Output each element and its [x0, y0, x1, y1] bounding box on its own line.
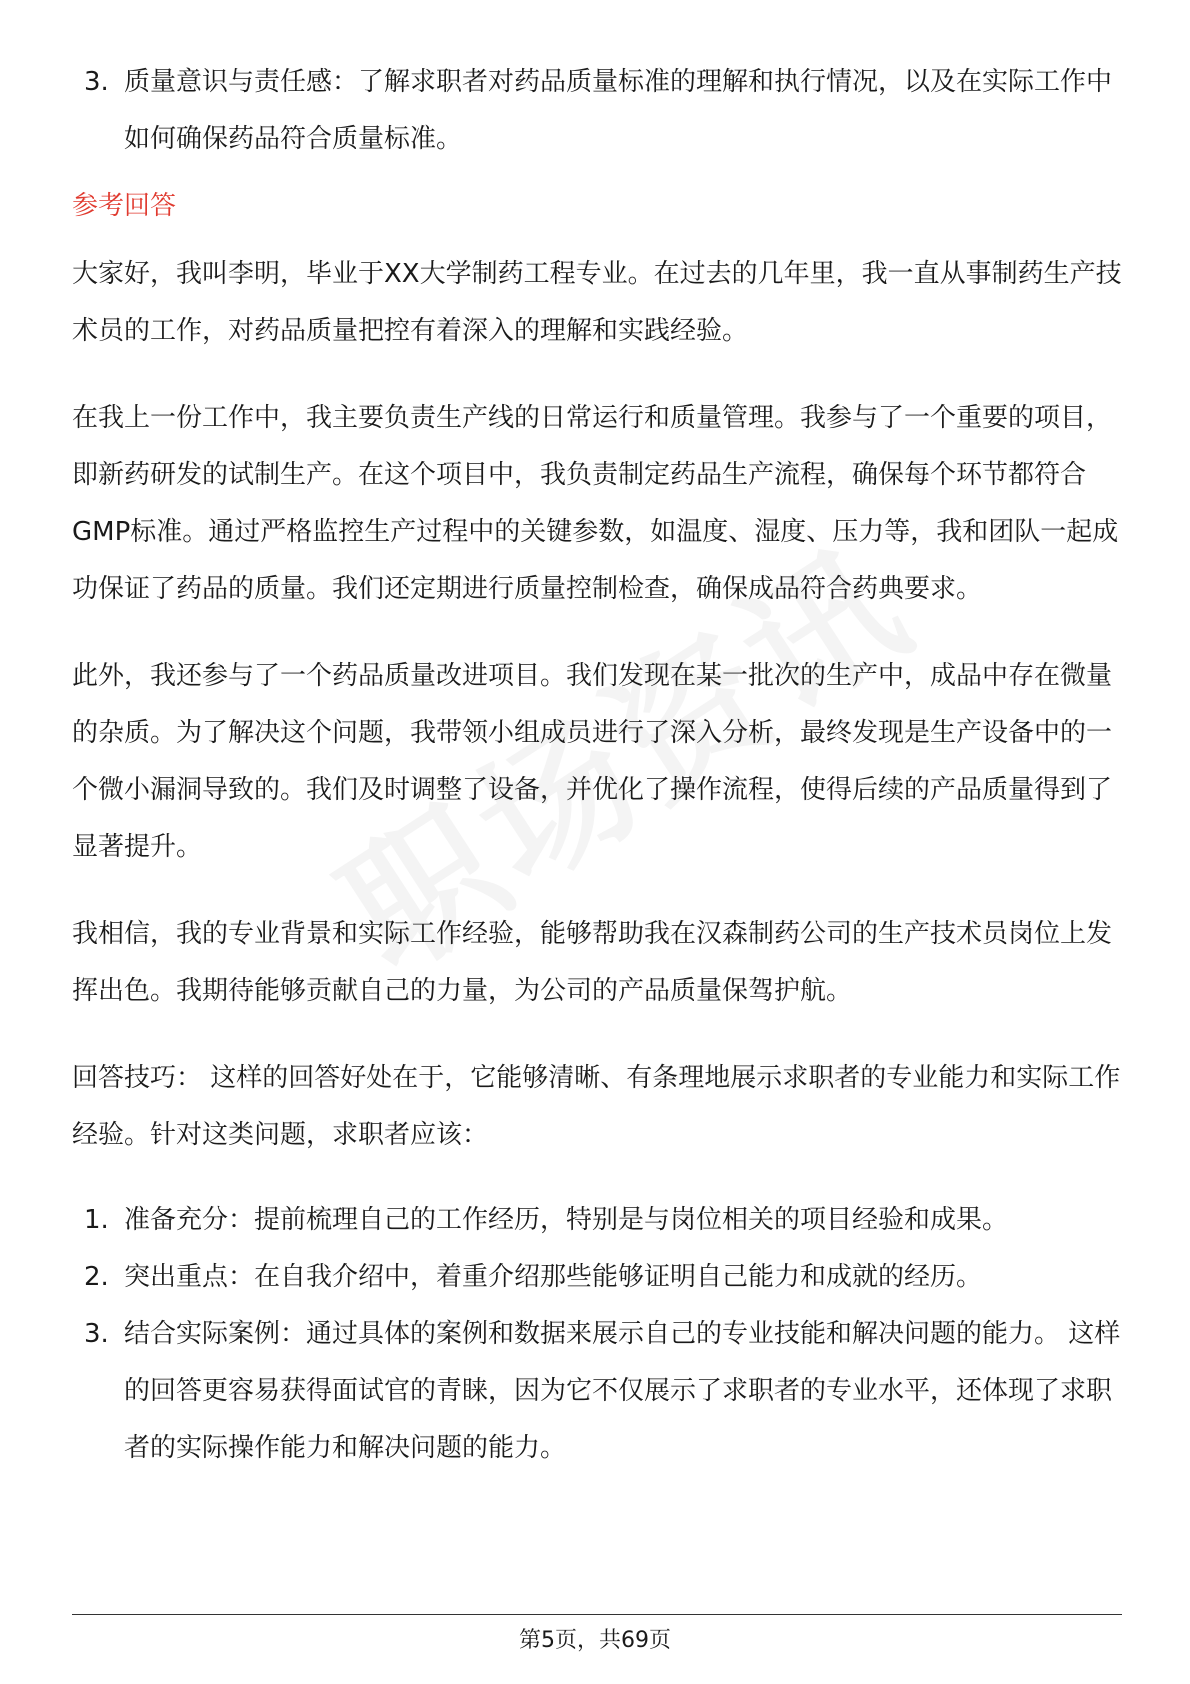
list-item-text: 质量意识与责任感：了解求职者对药品质量标准的理解和执行情况，以及在实际工作中如何确保药品符合质量标准。	[124, 67, 1113, 154]
list-item-text: 结合实际案例：通过具体的案例和数据来展示自己的专业技能和解决问题的能力。 这样的回答更容易获得面试官的青睐，因为它不仅展示了求职者的专业水平，还体现了求职者的实际操作能力和解决问题的能力。	[124, 1319, 1121, 1463]
list-item-text: 准备充分：提前梳理自己的工作经历，特别是与岗位相关的项目经验和成果。	[124, 1205, 1009, 1235]
list-item-number: 1.	[84, 1205, 109, 1235]
answer-paragraph: 在我上一份工作中，我主要负责生产线的日常运行和质量管理。我参与了一个重要的项目，即新药研发的试制生产。在这个项目中，我负责制定药品生产流程，确保每个环节都符合GMP标准。通过严格监控生产过程中的关键参数，如温度、湿度、压力等，我和团队一起成功保证了药品的质量。我们还定期进行质量控制检查，确保成品符合药典要求。	[72, 403, 1119, 604]
list-item-text: 突出重点：在自我介绍中，着重介绍那些能够证明自己能力和成就的经历。	[124, 1262, 983, 1292]
page-content	[72, 54, 1122, 1477]
list-item	[72, 54, 1122, 168]
list-item-number: 3.	[84, 67, 109, 97]
list-item	[72, 1249, 1122, 1306]
intro-list	[72, 54, 1122, 168]
list-item-number: 2.	[84, 1262, 109, 1292]
answer-paragraph: 大家好，我叫李明，毕业于XX大学制药工程专业。在过去的几年里，我一直从事制药生产技术员的工作，对药品质量把控有着深入的理解和实践经验。	[72, 259, 1122, 346]
tips-intro-paragraph: 回答技巧： 这样的回答好处在于，它能够清晰、有条理地展示求职者的专业能力和实际工作经验。针对这类问题，求职者应该：	[72, 1063, 1121, 1150]
answer-paragraph: 此外，我还参与了一个药品质量改进项目。我们发现在某一批次的生产中，成品中存在微量的杂质。为了解决这个问题，我带领小组成员进行了深入分析，最终发现是生产设备中的一个微小漏洞导致的。我们及时调整了设备，并优化了操作流程，使得后续的产品质量得到了显著提升。	[72, 661, 1113, 862]
footer-divider	[72, 1614, 1122, 1615]
tips-list	[72, 1192, 1122, 1477]
page-number: 第5页，共69页	[519, 1628, 671, 1653]
section-heading: 参考回答	[72, 191, 177, 221]
list-item	[72, 1192, 1122, 1249]
list-item-number: 3.	[84, 1319, 109, 1349]
list-item	[72, 1306, 1122, 1477]
answer-paragraph: 我相信，我的专业背景和实际工作经验，能够帮助我在汉森制药公司的生产技术员岗位上发挥出色。我期待能够贡献自己的力量，为公司的产品质量保驾护航。	[72, 919, 1113, 1006]
